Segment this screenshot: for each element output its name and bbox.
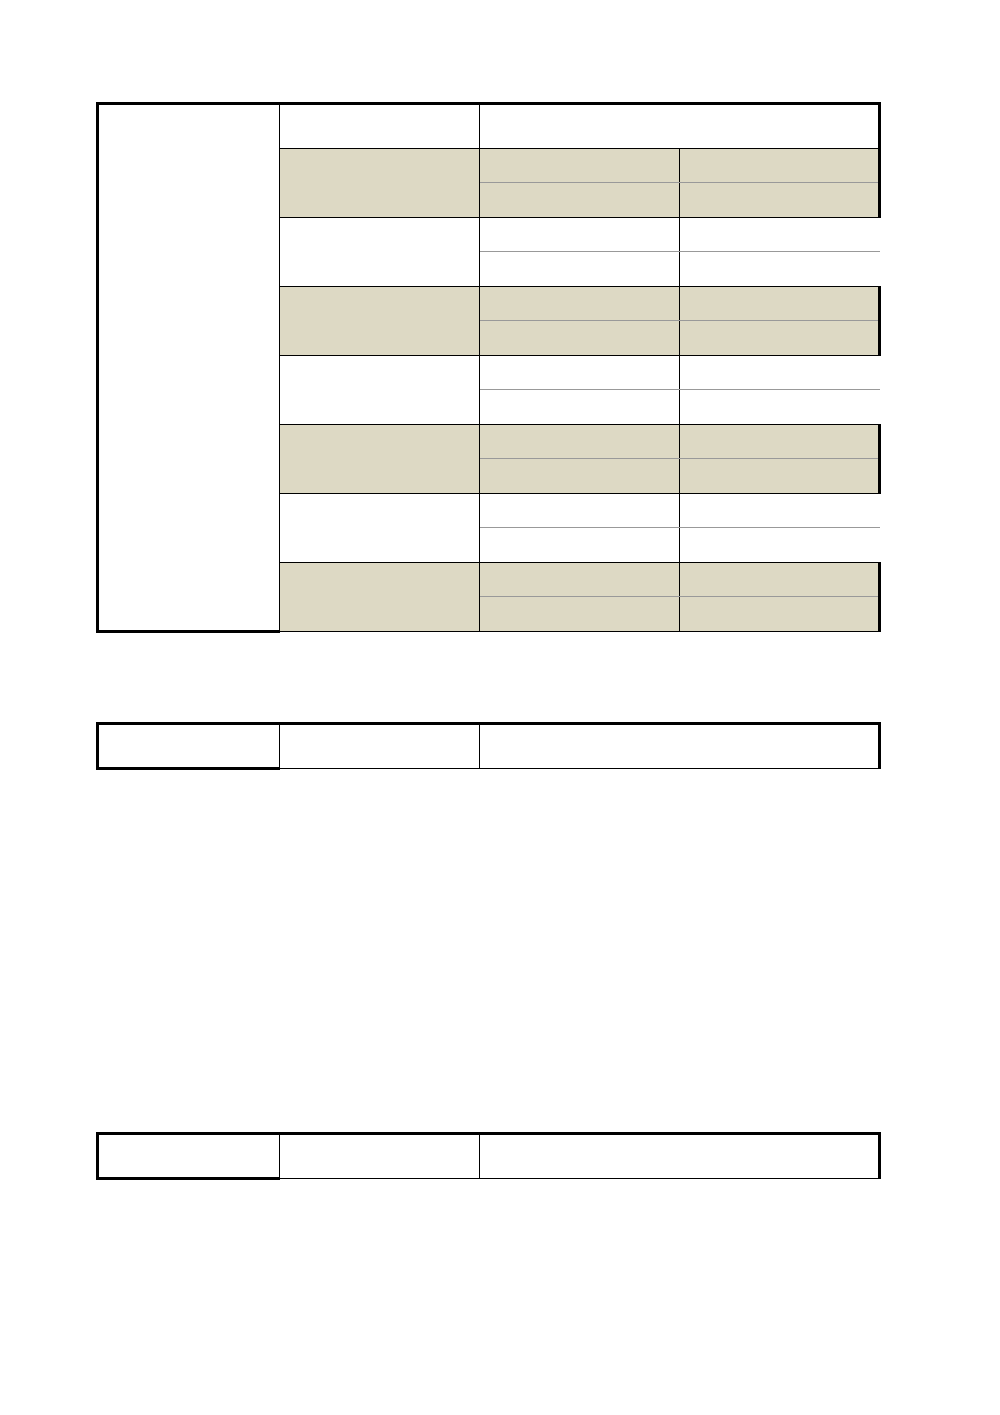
room-header xyxy=(480,1134,880,1179)
fee-aircon-with-admission xyxy=(680,252,880,287)
fee-standard-no-admission xyxy=(480,425,680,459)
fee-aircon-with-admission xyxy=(680,183,880,218)
fee-standard-with-admission xyxy=(680,356,880,390)
fee-aircon-no-admission xyxy=(480,390,680,425)
fee-standard-no-admission xyxy=(480,563,680,597)
fee-aircon-no-admission xyxy=(480,321,680,356)
fee-standard-with-admission xyxy=(680,218,880,252)
header-corner xyxy=(280,724,480,769)
fee-aircon-no-admission xyxy=(480,252,680,287)
night-rate-table xyxy=(96,722,881,770)
fee-aircon-no-admission xyxy=(480,528,680,563)
fee-standard-with-admission xyxy=(680,287,880,321)
duration-label xyxy=(280,356,480,425)
fee-standard-no-admission xyxy=(480,149,680,183)
fee-standard-with-admission xyxy=(680,425,880,459)
duration-label xyxy=(280,425,480,494)
duration-label xyxy=(280,494,480,563)
room-header xyxy=(480,724,880,769)
fee-aircon-no-admission xyxy=(480,183,680,218)
duration-label xyxy=(280,563,480,632)
fee-standard-no-admission xyxy=(480,287,680,321)
duration-label xyxy=(280,149,480,218)
fee-aircon-with-admission xyxy=(680,528,880,563)
fee-standard-with-admission xyxy=(680,563,880,597)
header-corner xyxy=(280,1134,480,1179)
fee-standard-with-admission xyxy=(680,149,880,183)
allday-rate-table xyxy=(96,1132,881,1180)
fee-aircon-no-admission xyxy=(480,459,680,494)
period-cell-allday xyxy=(98,1134,280,1179)
duration-label xyxy=(280,287,480,356)
duration-label xyxy=(280,218,480,287)
header-corner xyxy=(280,104,480,149)
fee-standard-no-admission xyxy=(480,218,680,252)
period-cell-night xyxy=(98,724,280,769)
period-cell-day xyxy=(98,104,280,632)
fee-aircon-no-admission xyxy=(480,597,680,632)
fee-standard-with-admission xyxy=(680,494,880,528)
note-line-1 xyxy=(100,1248,140,1277)
fee-standard-no-admission xyxy=(480,356,680,390)
day-rate-table xyxy=(96,102,881,633)
fee-aircon-with-admission xyxy=(680,321,880,356)
fee-aircon-with-admission xyxy=(680,390,880,425)
fee-standard-no-admission xyxy=(480,494,680,528)
note-line-2 xyxy=(100,1277,140,1306)
fee-aircon-with-admission xyxy=(680,459,880,494)
notes xyxy=(100,1248,140,1306)
room-header xyxy=(480,104,880,149)
fee-aircon-with-admission xyxy=(680,597,880,632)
